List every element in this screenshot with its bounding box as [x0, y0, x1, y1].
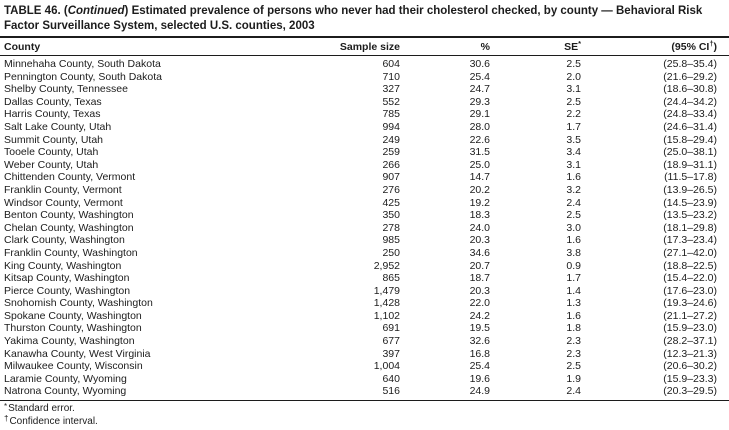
table-cell: (15.9–23.3) — [663, 372, 717, 385]
table-cell: 2,952 — [373, 259, 400, 272]
table-cell: (28.2–37.1) — [663, 335, 717, 348]
table-cell: (21.1–27.2) — [663, 309, 717, 322]
table-row — [0, 121, 729, 134]
table-cell: 25.0 — [469, 158, 490, 171]
table-cell: Shelby County, Tennessee — [4, 83, 128, 96]
ci-label-close: ) — [713, 40, 717, 53]
ci-label-open: (95% CI — [671, 40, 710, 53]
table-cell: (17.3–23.4) — [663, 234, 717, 247]
table-title-continued: Continued — [67, 5, 125, 17]
table-cell: (24.4–34.2) — [663, 95, 717, 108]
table-cell: 0.9 — [566, 259, 581, 272]
table-cell: 1.8 — [566, 322, 581, 335]
table-cell: Chelan County, Washington — [4, 221, 134, 234]
table-row — [0, 260, 729, 273]
table-header-row — [0, 37, 729, 56]
table-cell: 28.0 — [469, 120, 490, 133]
table-cell: Windsor County, Vermont — [4, 196, 123, 209]
table-cell: 22.6 — [469, 133, 490, 146]
table-row — [0, 348, 729, 361]
se-footnote-marker: * — [578, 39, 581, 48]
table-cell: Clark County, Washington — [4, 234, 125, 247]
table-cell: 785 — [382, 108, 400, 121]
column-header-sample-size: Sample size — [334, 37, 400, 56]
table-cell: 1.6 — [566, 234, 581, 247]
table-body — [0, 56, 729, 401]
table-cell: 1.4 — [566, 284, 581, 297]
table-cell: 266 — [382, 158, 400, 171]
table-cell: (17.6–23.0) — [663, 284, 717, 297]
table-cell: 3.1 — [566, 158, 581, 171]
table-cell: 22.0 — [469, 297, 490, 310]
table-row — [0, 360, 729, 373]
table-cell: 1.3 — [566, 297, 581, 310]
table-title-suffix: ) Estimated prevalence of persons who never had their cholesterol checked, by county — Behavioral Risk Factor Surveillance System, selected U.S. counties, 2003 — [4, 5, 703, 32]
table-row — [0, 71, 729, 84]
table-cell: Salt Lake County, Utah — [4, 120, 112, 133]
table-title-prefix: TABLE 46. ( — [4, 5, 68, 17]
table-cell: 2.0 — [566, 70, 581, 83]
table-cell: Franklin County, Vermont — [4, 183, 122, 196]
table-cell: Weber County, Utah — [4, 158, 99, 171]
table-cell: 985 — [382, 234, 400, 247]
table-cell: 20.2 — [469, 183, 490, 196]
table-cell: Chittenden County, Vermont — [4, 171, 136, 184]
table-cell: Dallas County, Texas — [4, 95, 102, 108]
table-cell: 1,428 — [373, 297, 400, 310]
table-row — [0, 56, 729, 71]
table-cell: (21.6–29.2) — [663, 70, 717, 83]
table-cell: 3.0 — [566, 221, 581, 234]
table-cell: 24.9 — [400, 385, 490, 400]
table-cell: 691 — [382, 322, 400, 335]
column-header-county: County — [0, 37, 334, 56]
footnote-standard-error — [4, 403, 729, 416]
table-cell: 397 — [382, 347, 400, 360]
table-cell: 640 — [382, 372, 400, 385]
table-cell: 249 — [382, 133, 400, 146]
table-cell: 2.3 — [566, 347, 581, 360]
table-cell: King County, Washington — [4, 259, 122, 272]
table-cell: 1,004 — [373, 360, 400, 373]
table-row — [0, 146, 729, 159]
table-cell: 32.6 — [469, 335, 490, 348]
table-cell: Milwaukee County, Wisconsin — [4, 360, 143, 373]
table-row — [0, 171, 729, 184]
table-cell: 865 — [382, 272, 400, 285]
table-cell: 30.6 — [469, 58, 490, 70]
table-cell: 516 — [334, 385, 400, 400]
table-cell: 25.4 — [469, 70, 490, 83]
table-cell: (27.1–42.0) — [663, 246, 717, 259]
table-cell: 34.6 — [469, 246, 490, 259]
table-cell: 3.2 — [566, 183, 581, 196]
table-cell: (15.8–29.4) — [663, 133, 717, 146]
table-cell: (14.5–23.9) — [663, 196, 717, 209]
table-row — [0, 209, 729, 222]
table-cell: 2.5 — [566, 58, 581, 70]
table-cell: 552 — [382, 95, 400, 108]
table-cell: 19.5 — [469, 322, 490, 335]
table-row — [0, 234, 729, 247]
table-cell: 20.7 — [469, 259, 490, 272]
table-cell: 2.4 — [490, 385, 581, 400]
table-cell: Tooele County, Utah — [4, 146, 99, 159]
table-cell: 31.5 — [469, 146, 490, 159]
table-row — [0, 285, 729, 298]
table-cell: 2.5 — [566, 95, 581, 108]
column-header-se — [490, 37, 581, 56]
table-row — [0, 310, 729, 323]
table-row — [0, 108, 729, 121]
table-cell: 3.4 — [566, 146, 581, 159]
table-title — [0, 4, 726, 33]
table-cell: 1.6 — [566, 171, 581, 184]
table-cell: 3.1 — [566, 83, 581, 96]
column-header-ci — [581, 37, 729, 56]
table-cell: 18.7 — [469, 272, 490, 285]
table-cell: Kitsap County, Washington — [4, 272, 130, 285]
table-cell: 24.2 — [469, 309, 490, 322]
table-cell: 1.6 — [566, 309, 581, 322]
table-row — [0, 385, 729, 400]
table-cell: (20.6–30.2) — [663, 360, 717, 373]
table-row — [0, 297, 729, 310]
table-cell: 2.5 — [566, 360, 581, 373]
column-header-percent: % — [400, 37, 490, 56]
table-cell: Pierce County, Washington — [4, 284, 131, 297]
table-cell: (15.4–22.0) — [663, 272, 717, 285]
table-row — [0, 222, 729, 235]
table-cell: 425 — [382, 196, 400, 209]
table-cell: 3.8 — [566, 246, 581, 259]
table-cell: 250 — [382, 246, 400, 259]
table-cell: (12.3–21.3) — [663, 347, 717, 360]
table-row — [0, 373, 729, 386]
table-cell: 677 — [382, 335, 400, 348]
table-cell: 259 — [382, 146, 400, 159]
table-cell: 1.9 — [566, 372, 581, 385]
table-cell: 604 — [382, 58, 400, 70]
table-cell: 1,102 — [373, 309, 400, 322]
table-cell: Yakima County, Washington — [4, 335, 135, 348]
table-cell: 276 — [382, 183, 400, 196]
table-cell: (24.8–33.4) — [663, 108, 717, 121]
table-row — [0, 96, 729, 109]
table-cell: (13.9–26.5) — [663, 183, 717, 196]
table-cell: (18.1–29.8) — [663, 221, 717, 234]
footnotes — [0, 401, 729, 428]
table-row — [0, 184, 729, 197]
table-cell: 710 — [382, 70, 400, 83]
asterisk-marker: * — [4, 401, 8, 411]
table-cell: (15.9–23.0) — [663, 322, 717, 335]
table-cell: 1,479 — [373, 284, 400, 297]
table-cell: 2.3 — [566, 335, 581, 348]
table-cell: Minnehaha County, South Dakota — [4, 58, 161, 70]
table-cell: Summit County, Utah — [4, 133, 104, 146]
table-cell: 24.0 — [469, 221, 490, 234]
footnote-confidence-interval — [4, 416, 729, 429]
table-cell: 2.2 — [566, 108, 581, 121]
table-cell: 327 — [382, 83, 400, 96]
table-cell: 3.5 — [566, 133, 581, 146]
table-row — [0, 134, 729, 147]
table-cell: 25.4 — [469, 360, 490, 373]
footnote-text: Confidence interval. — [9, 415, 98, 427]
table-cell: 20.3 — [469, 234, 490, 247]
table-cell: Spokane County, Washington — [4, 309, 142, 322]
table-cell: 29.3 — [469, 95, 490, 108]
table-cell: (24.6–31.4) — [663, 120, 717, 133]
table-cell: (18.9–31.1) — [663, 158, 717, 171]
table-cell: 16.8 — [469, 347, 490, 360]
ci-footnote-marker: † — [709, 39, 714, 48]
table-cell: Laramie County, Wyoming — [4, 372, 127, 385]
table-cell: Benton County, Washington — [4, 209, 134, 222]
table-cell: Natrona County, Wyoming — [0, 385, 334, 400]
table-cell: Thurston County, Washington — [4, 322, 142, 335]
table-cell: 1.7 — [566, 120, 581, 133]
table-cell: 2.5 — [566, 209, 581, 222]
table-cell: (20.3–29.5) — [581, 385, 729, 400]
table-cell: Snohomish County, Washington — [4, 297, 153, 310]
dagger-marker: † — [4, 414, 9, 424]
table-cell: 19.6 — [469, 372, 490, 385]
table-cell: 907 — [382, 171, 400, 184]
table-cell: 14.7 — [469, 171, 490, 184]
table-cell: Harris County, Texas — [4, 108, 101, 121]
table-row — [0, 335, 729, 348]
table-cell: 1.7 — [566, 272, 581, 285]
table-row — [0, 197, 729, 210]
footnote-text: Standard error. — [8, 403, 75, 415]
table-cell: (13.5–23.2) — [663, 209, 717, 222]
table-cell: 350 — [382, 209, 400, 222]
table-cell: Franklin County, Washington — [4, 246, 138, 259]
table-cell: (18.8–22.5) — [663, 259, 717, 272]
table-cell: Kanawha County, West Virginia — [4, 347, 151, 360]
table-row — [0, 247, 729, 260]
table-cell: 24.7 — [469, 83, 490, 96]
table-cell: 278 — [382, 221, 400, 234]
table-cell: (11.5–17.8) — [664, 171, 717, 184]
table-cell: 19.2 — [469, 196, 490, 209]
table-cell: 29.1 — [469, 108, 490, 121]
table-cell: Pennington County, South Dakota — [4, 70, 162, 83]
table-cell: (18.6–30.8) — [663, 83, 717, 96]
table-row — [0, 322, 729, 335]
se-label: SE — [564, 40, 579, 53]
table-cell: (25.8–35.4) — [663, 58, 717, 70]
table-header — [0, 37, 729, 56]
table-cell: 20.3 — [469, 284, 490, 297]
table-cell: 994 — [382, 120, 400, 133]
table-row — [0, 159, 729, 172]
table-row — [0, 272, 729, 285]
table-cell: (19.3–24.6) — [663, 297, 717, 310]
table-row — [0, 83, 729, 96]
table-cell: 2.4 — [566, 196, 581, 209]
table-cell: (25.0–38.1) — [663, 146, 717, 159]
table-cell: 18.3 — [469, 209, 490, 222]
prevalence-table — [0, 36, 729, 401]
